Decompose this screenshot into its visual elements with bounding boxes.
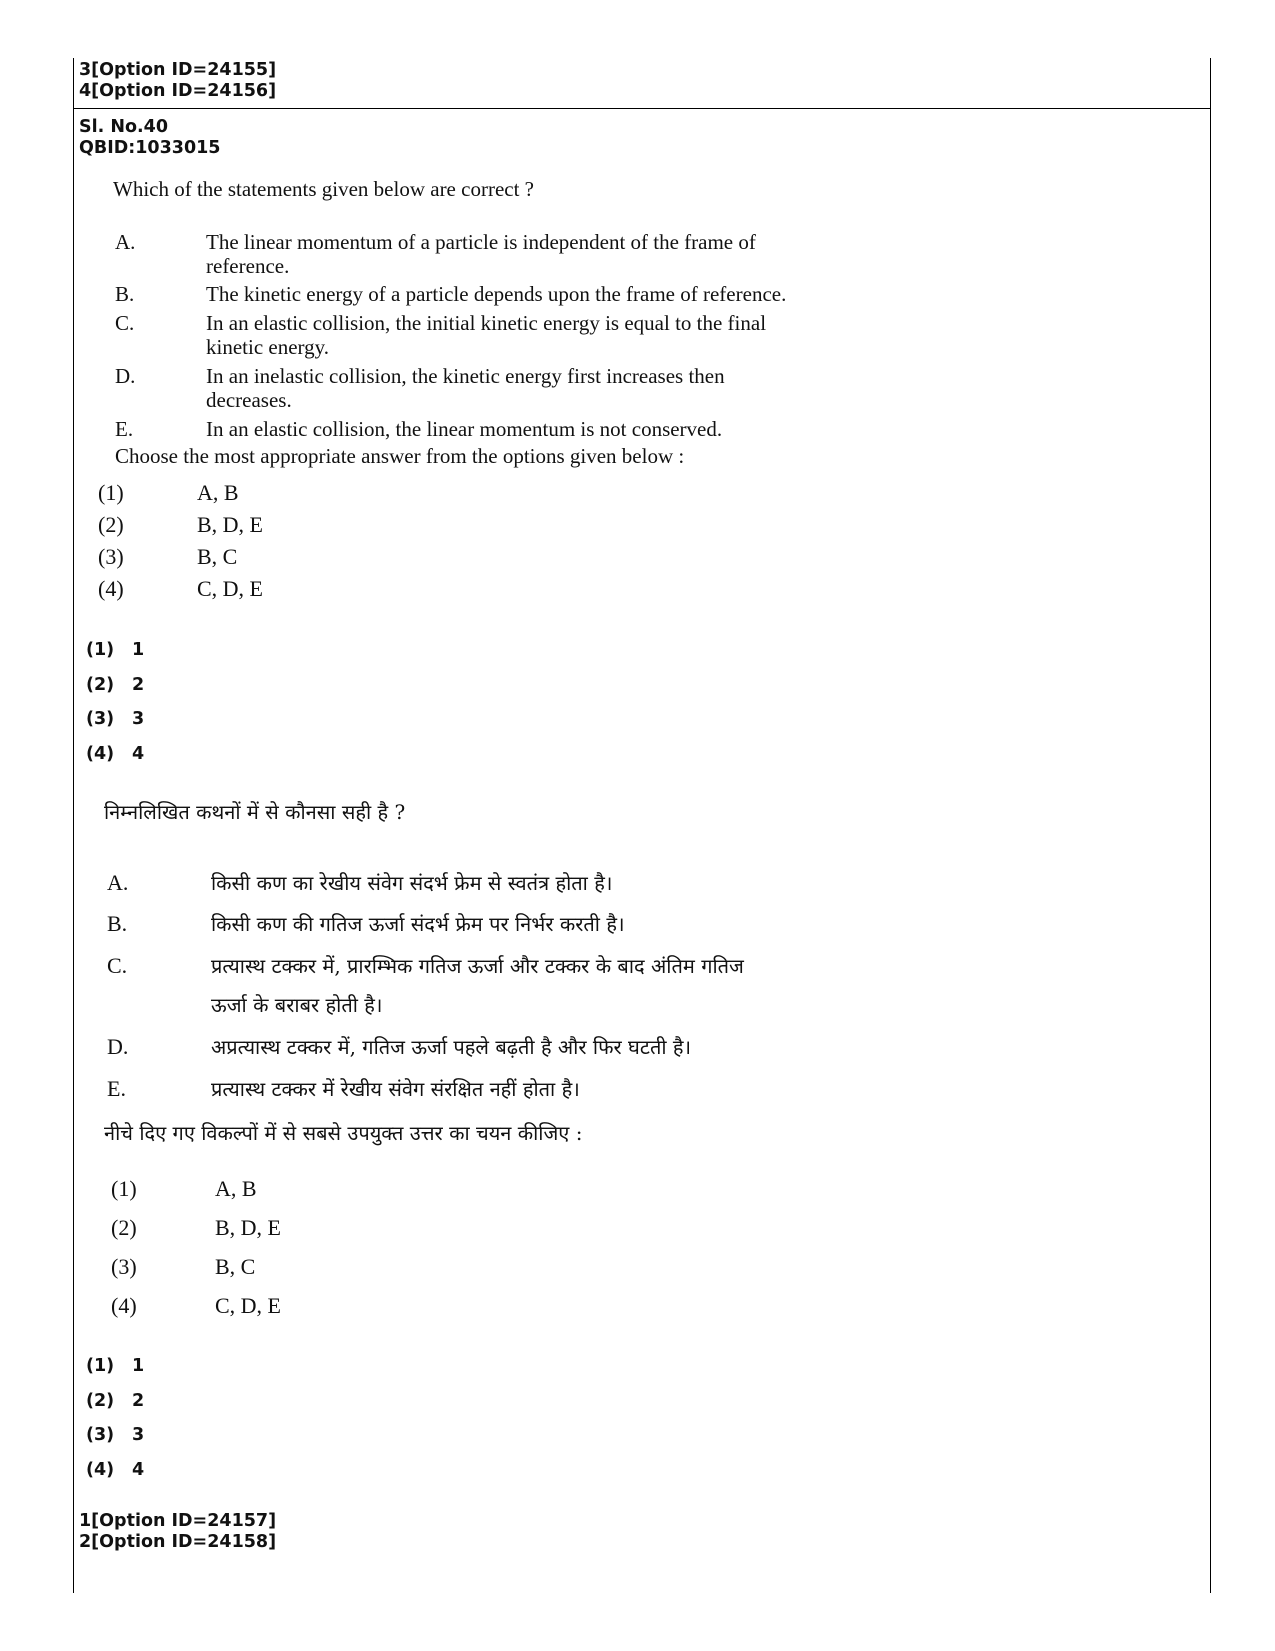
option-text: B, C <box>215 1254 256 1279</box>
answer-choice-number: (4) <box>86 1460 115 1480</box>
option-id-line: 2[Option ID=24158] <box>79 1532 277 1552</box>
statement-letter: B. <box>115 282 135 306</box>
statement-letter: C. <box>107 953 128 978</box>
statement-text: In an elastic collision, the linear momentum is not conserved. <box>206 417 723 441</box>
answer-choice[interactable] <box>86 1425 144 1446</box>
option-number: (1) <box>98 480 124 505</box>
answer-choice[interactable] <box>86 675 144 696</box>
option-text: C, D, E <box>215 1293 281 1318</box>
frame-left-border <box>73 58 74 1593</box>
statement-text: प्रत्यास्थ टक्कर में, प्रारम्भिक गतिज ऊर्जा और टक्कर के बाद अंतिम गतिज <box>211 954 744 978</box>
statement-text: प्रत्यास्थ टक्कर में रेखीय संवेग संरक्षित नहीं होता है। <box>211 1077 580 1101</box>
question-id: QBID:1033015 <box>79 138 221 158</box>
statement-text: किसी कण का रेखीय संवेग संदर्भ फ्रेम से स्वतंत्र होता है। <box>211 871 613 895</box>
answer-choice-number: (1) <box>86 1356 115 1376</box>
statement-text: In an elastic collision, the initial kinetic energy is equal to the final <box>206 311 767 335</box>
statement-text: In an inelastic collision, the kinetic energy first increases then <box>206 364 725 388</box>
statement-letter: A. <box>115 230 136 254</box>
option-number: (3) <box>98 544 124 569</box>
option-number: (4) <box>111 1293 137 1318</box>
option-id-line: 1[Option ID=24157] <box>79 1511 277 1531</box>
statement-text: decreases. <box>206 388 292 412</box>
option-text: B, D, E <box>215 1215 281 1240</box>
option-text: B, C <box>197 544 238 569</box>
option-number: (3) <box>111 1254 137 1279</box>
option-number: (4) <box>98 576 124 601</box>
answer-choice-number: (2) <box>86 675 115 695</box>
answer-choice[interactable] <box>86 1356 144 1377</box>
instruction-en: Choose the most appropriate answer from the options given below : <box>115 444 685 468</box>
question-prompt-en: Which of the statements given below are correct ? <box>113 177 534 201</box>
option-text: A, B <box>215 1176 257 1201</box>
answer-choice[interactable] <box>86 744 144 765</box>
statement-text: The linear momentum of a particle is independent of the frame of <box>206 230 756 254</box>
statement-letter: D. <box>115 364 136 388</box>
frame-right-border <box>1210 58 1211 1593</box>
answer-choice-value: 4 <box>132 1460 145 1480</box>
option-number: (2) <box>98 512 124 537</box>
statement-text: The kinetic energy of a particle depends upon the frame of reference. <box>206 282 787 306</box>
option-id-line: 3[Option ID=24155] <box>79 60 277 80</box>
statement-letter: E. <box>115 417 134 441</box>
option-text: C, D, E <box>197 576 263 601</box>
answer-choice-value: 1 <box>132 1356 145 1376</box>
answer-choice[interactable] <box>86 709 144 730</box>
answer-choice-value: 4 <box>132 744 145 764</box>
answer-choice-number: (3) <box>86 1425 115 1445</box>
instruction-hi: नीचे दिए गए विकल्पों में से सबसे उपयुक्त उत्तर का चयन कीजिए : <box>104 1121 583 1145</box>
option-text: B, D, E <box>197 512 263 537</box>
answer-choice-value: 3 <box>132 709 145 729</box>
statement-text: अप्रत्यास्थ टक्कर में, गतिज ऊर्जा पहले बढ़ती है और फिर घटती है। <box>211 1035 692 1059</box>
answer-choice-value: 3 <box>132 1425 145 1445</box>
option-text: A, B <box>197 480 239 505</box>
answer-choice[interactable] <box>86 640 144 661</box>
serial-number: Sl. No.40 <box>79 117 169 137</box>
answer-choice-number: (1) <box>86 640 115 660</box>
answer-choice-value: 2 <box>132 1391 145 1411</box>
statement-letter: D. <box>107 1034 129 1059</box>
answer-choice-value: 2 <box>132 675 145 695</box>
statement-text: reference. <box>206 254 290 278</box>
statement-letter: E. <box>107 1076 126 1101</box>
option-number: (2) <box>111 1215 137 1240</box>
section-divider <box>73 108 1211 109</box>
answer-choice[interactable] <box>86 1460 144 1481</box>
answer-choice-number: (4) <box>86 744 115 764</box>
answer-choice[interactable] <box>86 1391 144 1412</box>
statement-text: किसी कण की गतिज ऊर्जा संदर्भ फ्रेम पर निर्भर करती है। <box>211 912 625 936</box>
answer-choice-number: (3) <box>86 709 115 729</box>
statement-text: kinetic energy. <box>206 335 330 359</box>
answer-choice-value: 1 <box>132 640 145 660</box>
statement-text: ऊर्जा के बराबर होती है। <box>211 993 383 1017</box>
statement-letter: C. <box>115 311 135 335</box>
option-number: (1) <box>111 1176 137 1201</box>
statement-letter: A. <box>107 870 129 895</box>
statement-letter: B. <box>107 911 128 936</box>
answer-choice-number: (2) <box>86 1391 115 1411</box>
question-prompt-hi: निम्नलिखित कथनों में से कौनसा सही है ? <box>104 800 406 824</box>
option-id-line: 4[Option ID=24156] <box>79 81 277 101</box>
